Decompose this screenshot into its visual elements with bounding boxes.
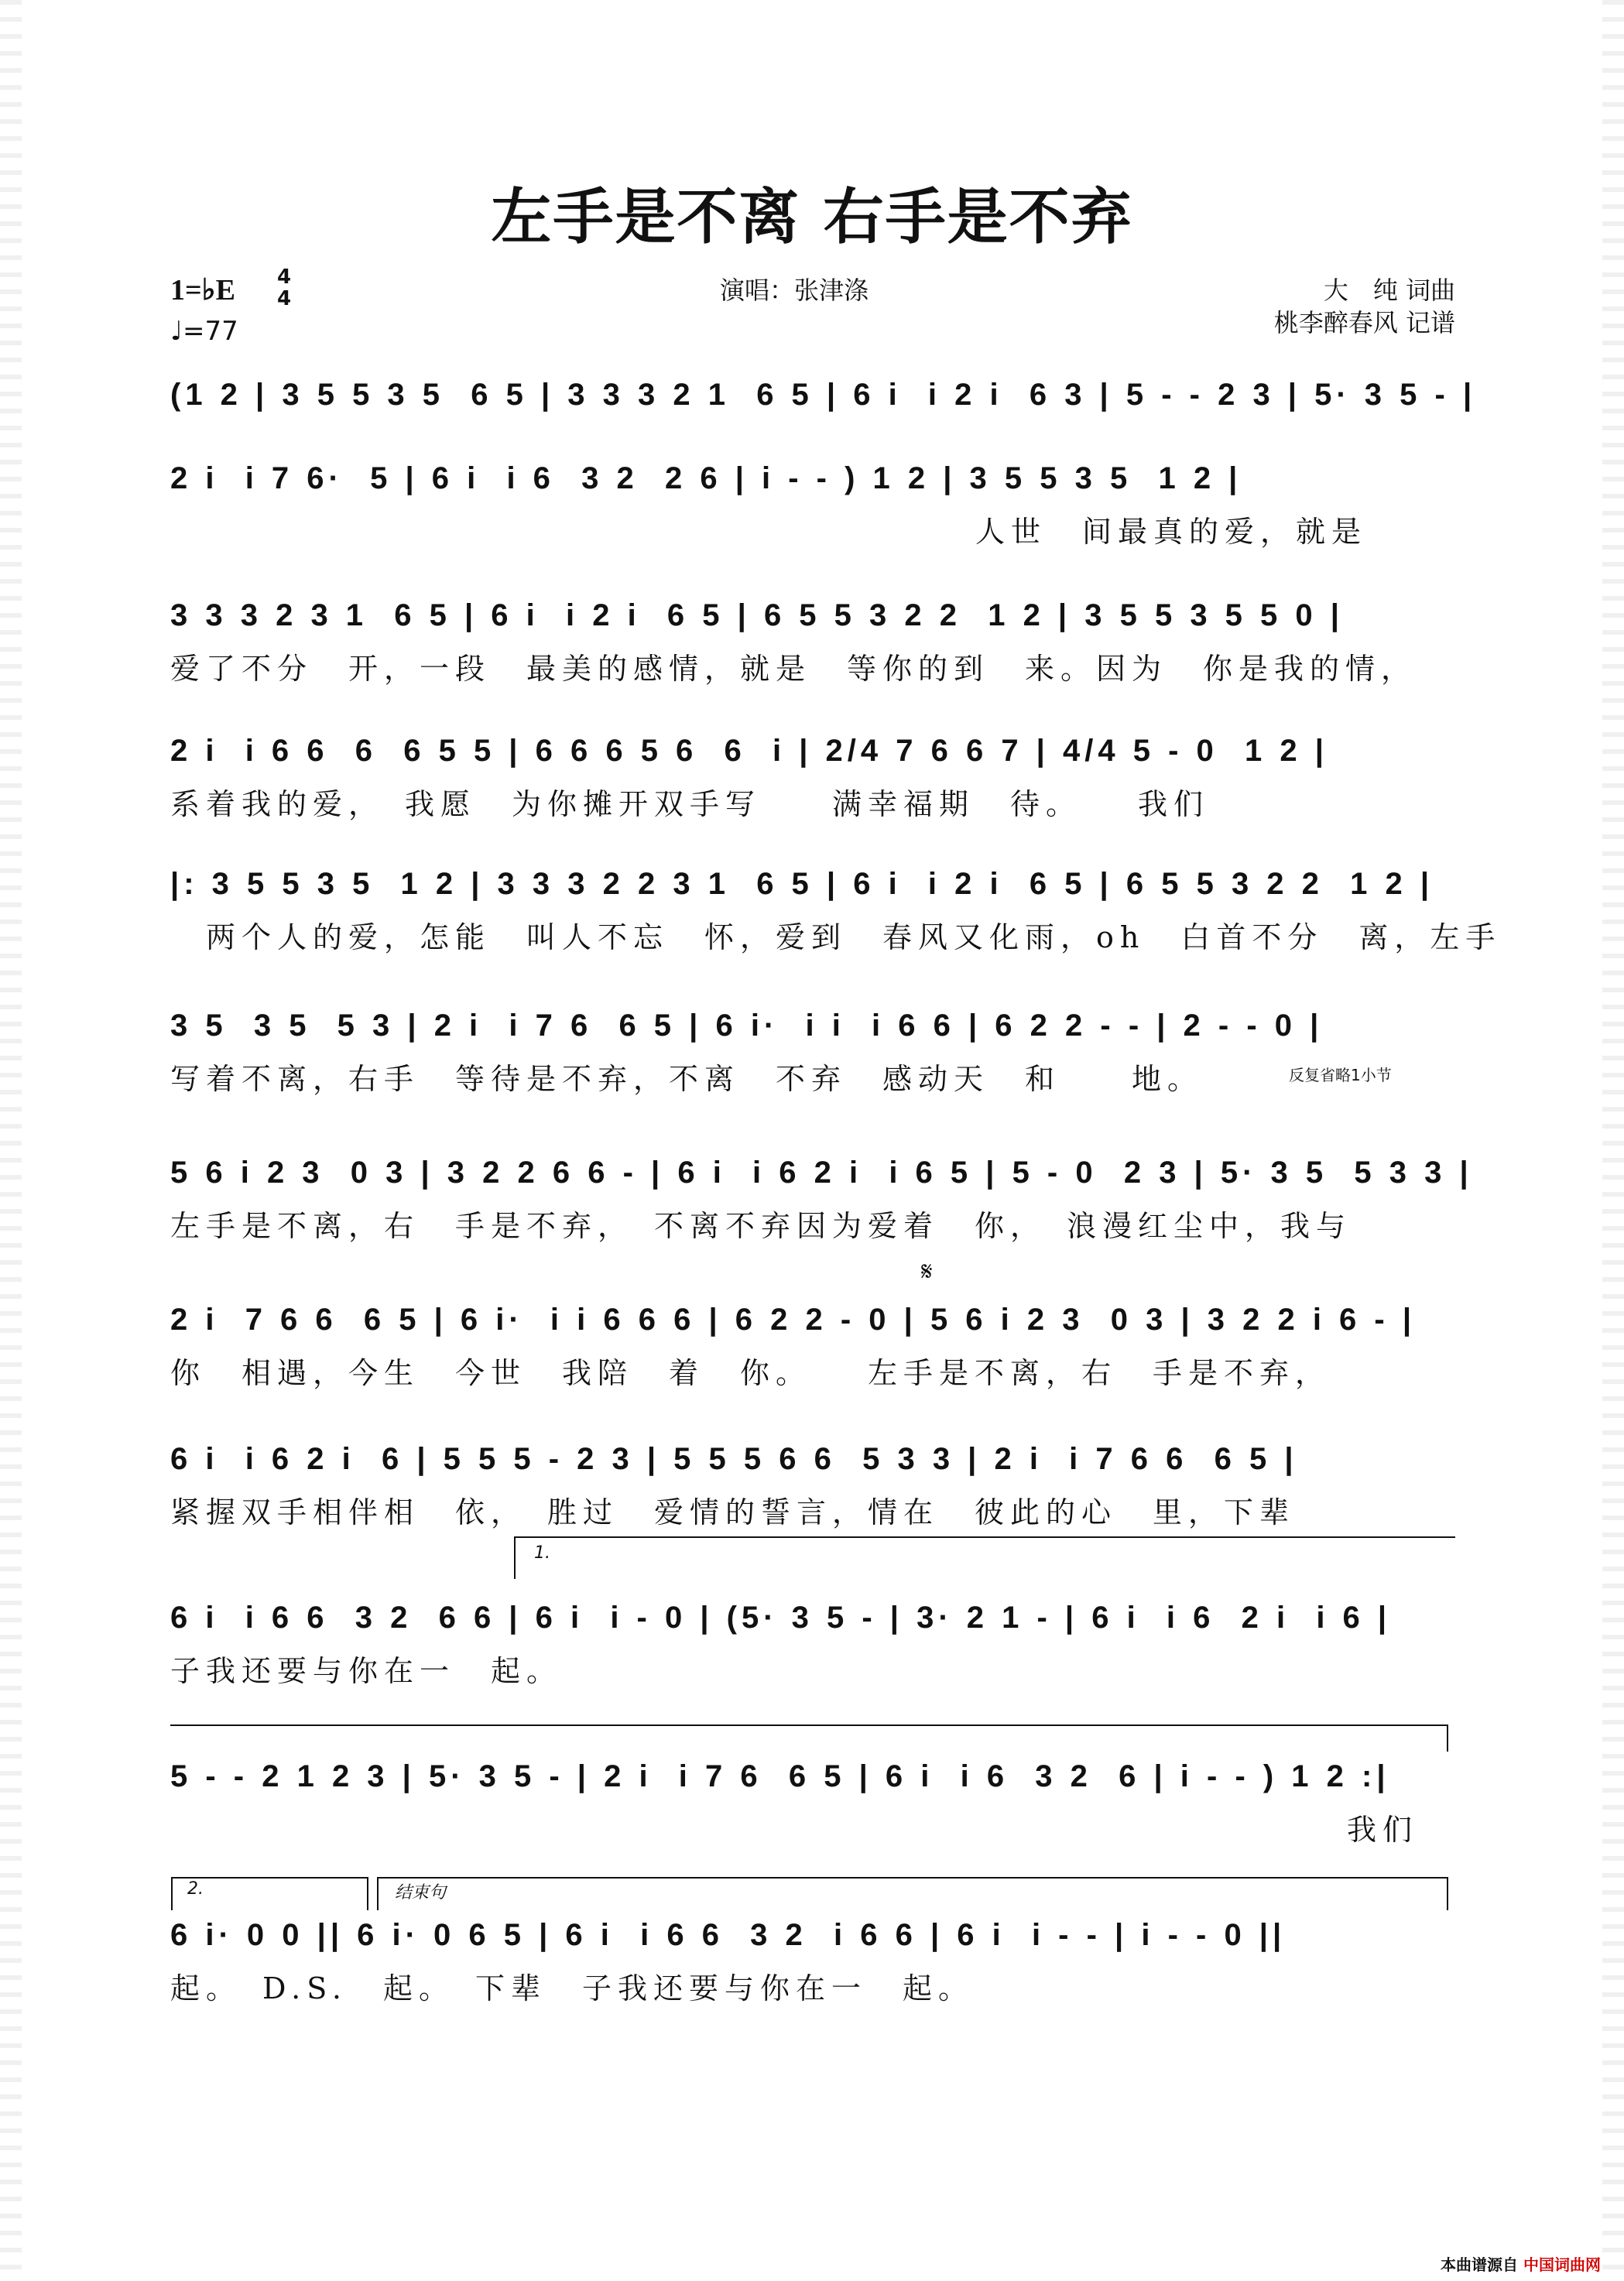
notation-line: 2 i i 7 6· 5 | 6 i i 6 3 2 2 6 | i - - ) 1 2 | 3 5 5 3 5 1 2 | bbox=[170, 461, 1242, 495]
lyric-line: 两个人的爱，怎能 叫人不忘 怀，爱到 春风又化雨，oh 白首不分 离，左手 bbox=[170, 920, 1502, 954]
notation-line: 6 i· 0 0 || 6 i· 0 6 5 | 6 i i 6 6 3 2 i 6 6 | 6 i i - - | i - - 0 || bbox=[170, 1918, 1287, 1952]
lyricist-credit: 大 纯 词曲 bbox=[1323, 276, 1455, 305]
segno-sign: 𝄋 bbox=[921, 1256, 933, 1287]
lyric-line: 子我还要与你在一 起。 bbox=[170, 1654, 563, 1688]
notation-line: 3 3 3 2 3 1 6 5 | 6 i i 2 i 6 5 | 6 5 5 3 2 2 1 2 | 3 5 5 3 5 5 0 | bbox=[170, 598, 1344, 632]
singer-credit: 演唱：张津涤 bbox=[720, 276, 869, 305]
notation-line: 5 - - 2 1 2 3 | 5· 3 5 - | 2 i i 7 6 6 5 | 6 i i 6 3 2 6 | i - - ) 1 2 :| bbox=[170, 1759, 1390, 1793]
volta-2-label: 2. bbox=[187, 1879, 204, 1899]
lyric-line: 写着不离，右手 等待是不弃，不离 不弃 感动天 和 地。 bbox=[170, 1062, 1204, 1096]
lyric-line: 人世 间最真的爱，就是 bbox=[975, 515, 1368, 549]
time-sig-top: 4 bbox=[276, 265, 292, 289]
notation-line: (1 2 | 3 5 5 3 5 6 5 | 3 3 3 2 1 6 5 | 6 i i 2 i 6 3 | 5 - - 2 3 | 5· 3 5 - | bbox=[170, 378, 1477, 412]
notation-line: 5 6 i 2 3 0 3 | 3 2 2 6 6 - | 6 i i 6 2 i i 6 5 | 5 - 0 2 3 | 5· 3 5 5 3 3 | bbox=[170, 1156, 1473, 1190]
notation-line: 6 i i 6 2 i 6 | 5 5 5 - 2 3 | 5 5 5 6 6 5 3 3 | 2 i i 7 6 6 6 5 | bbox=[170, 1442, 1298, 1476]
volta-1-bracket-continued bbox=[170, 1722, 1455, 1753]
transcriber-credit: 桃李醉春风 记谱 bbox=[1273, 308, 1455, 337]
notation-line: 2 i i 6 6 6 6 5 5 | 6 6 6 5 6 6 i | 2/4 7 6 6 7 | 4/4 5 - 0 1 2 | bbox=[170, 734, 1328, 768]
lyric-line: 爱了不分 开，一段 最美的感情，就是 等你的到 来。因为 你是我的情， bbox=[170, 652, 1417, 686]
volta-2-bracket bbox=[170, 1875, 1455, 1913]
right-margin-decoration bbox=[1602, 0, 1624, 2281]
time-signature bbox=[272, 266, 296, 310]
source-footer bbox=[1441, 2252, 1601, 2275]
lyric-line: 你 相遇，今生 今世 我陪 着 你。 左手是不离，右 手是不弃， bbox=[170, 1356, 1331, 1390]
tempo-marking: ♩=77 bbox=[170, 316, 238, 347]
song-title: 左手是不离 右手是不弃 bbox=[491, 182, 1133, 252]
volta-1-bracket bbox=[170, 1534, 1455, 1581]
notation-line: 3 5 3 5 5 3 | 2 i i 7 6 6 5 | 6 i· i i i 6 6 | 6 2 2 - - | 2 - - 0 | bbox=[170, 1009, 1324, 1043]
left-margin-decoration bbox=[0, 0, 22, 2281]
notation-line: 2 i 7 6 6 6 5 | 6 i· i i 6 6 6 | 6 2 2 - 0 | 5 6 i 2 3 0 3 | 3 2 2 i 6 - | bbox=[170, 1303, 1417, 1337]
lyric-line: 左手是不离，右 手是不弃， 不离不弃因为爱着 你， 浪漫红尘中，我与 bbox=[170, 1209, 1352, 1243]
volta-1-label: 1. bbox=[534, 1543, 550, 1563]
lyric-line: 紧握双手相伴相 依， 胜过 爱情的誓言，情在 彼此的心 里，下辈 bbox=[170, 1495, 1296, 1529]
lyric-line: 我们 bbox=[1347, 1813, 1419, 1847]
key-signature: 1=♭E bbox=[170, 274, 235, 307]
footer-site-name: 中国词曲网 bbox=[1523, 2255, 1601, 2274]
coda-label: 结束句 bbox=[395, 1883, 447, 1903]
notation-line: 6 i i 6 6 3 2 6 6 | 6 i i - 0 | (5· 3 5 - | 3· 2 1 - | 6 i i 6 2 i i 6 | bbox=[170, 1601, 1392, 1635]
lyric-line: 起。 D.S. 起。 下辈 子我还要与你在一 起。 bbox=[170, 1971, 974, 2005]
time-sig-bottom: 4 bbox=[276, 287, 292, 310]
footer-source-label: 本曲谱源自 bbox=[1441, 2255, 1519, 2274]
notation-line: |: 3 5 5 3 5 1 2 | 3 3 3 2 2 3 1 6 5 | 6 i i 2 i 6 5 | 6 5 5 3 2 2 1 2 | bbox=[170, 867, 1434, 901]
lyric-line: 系着我的爱， 我愿 为你摊开双手写 满幸福期 待。 我们 bbox=[170, 787, 1210, 821]
repeat-omission-note: 反复省略1小节 bbox=[1289, 1066, 1392, 1084]
